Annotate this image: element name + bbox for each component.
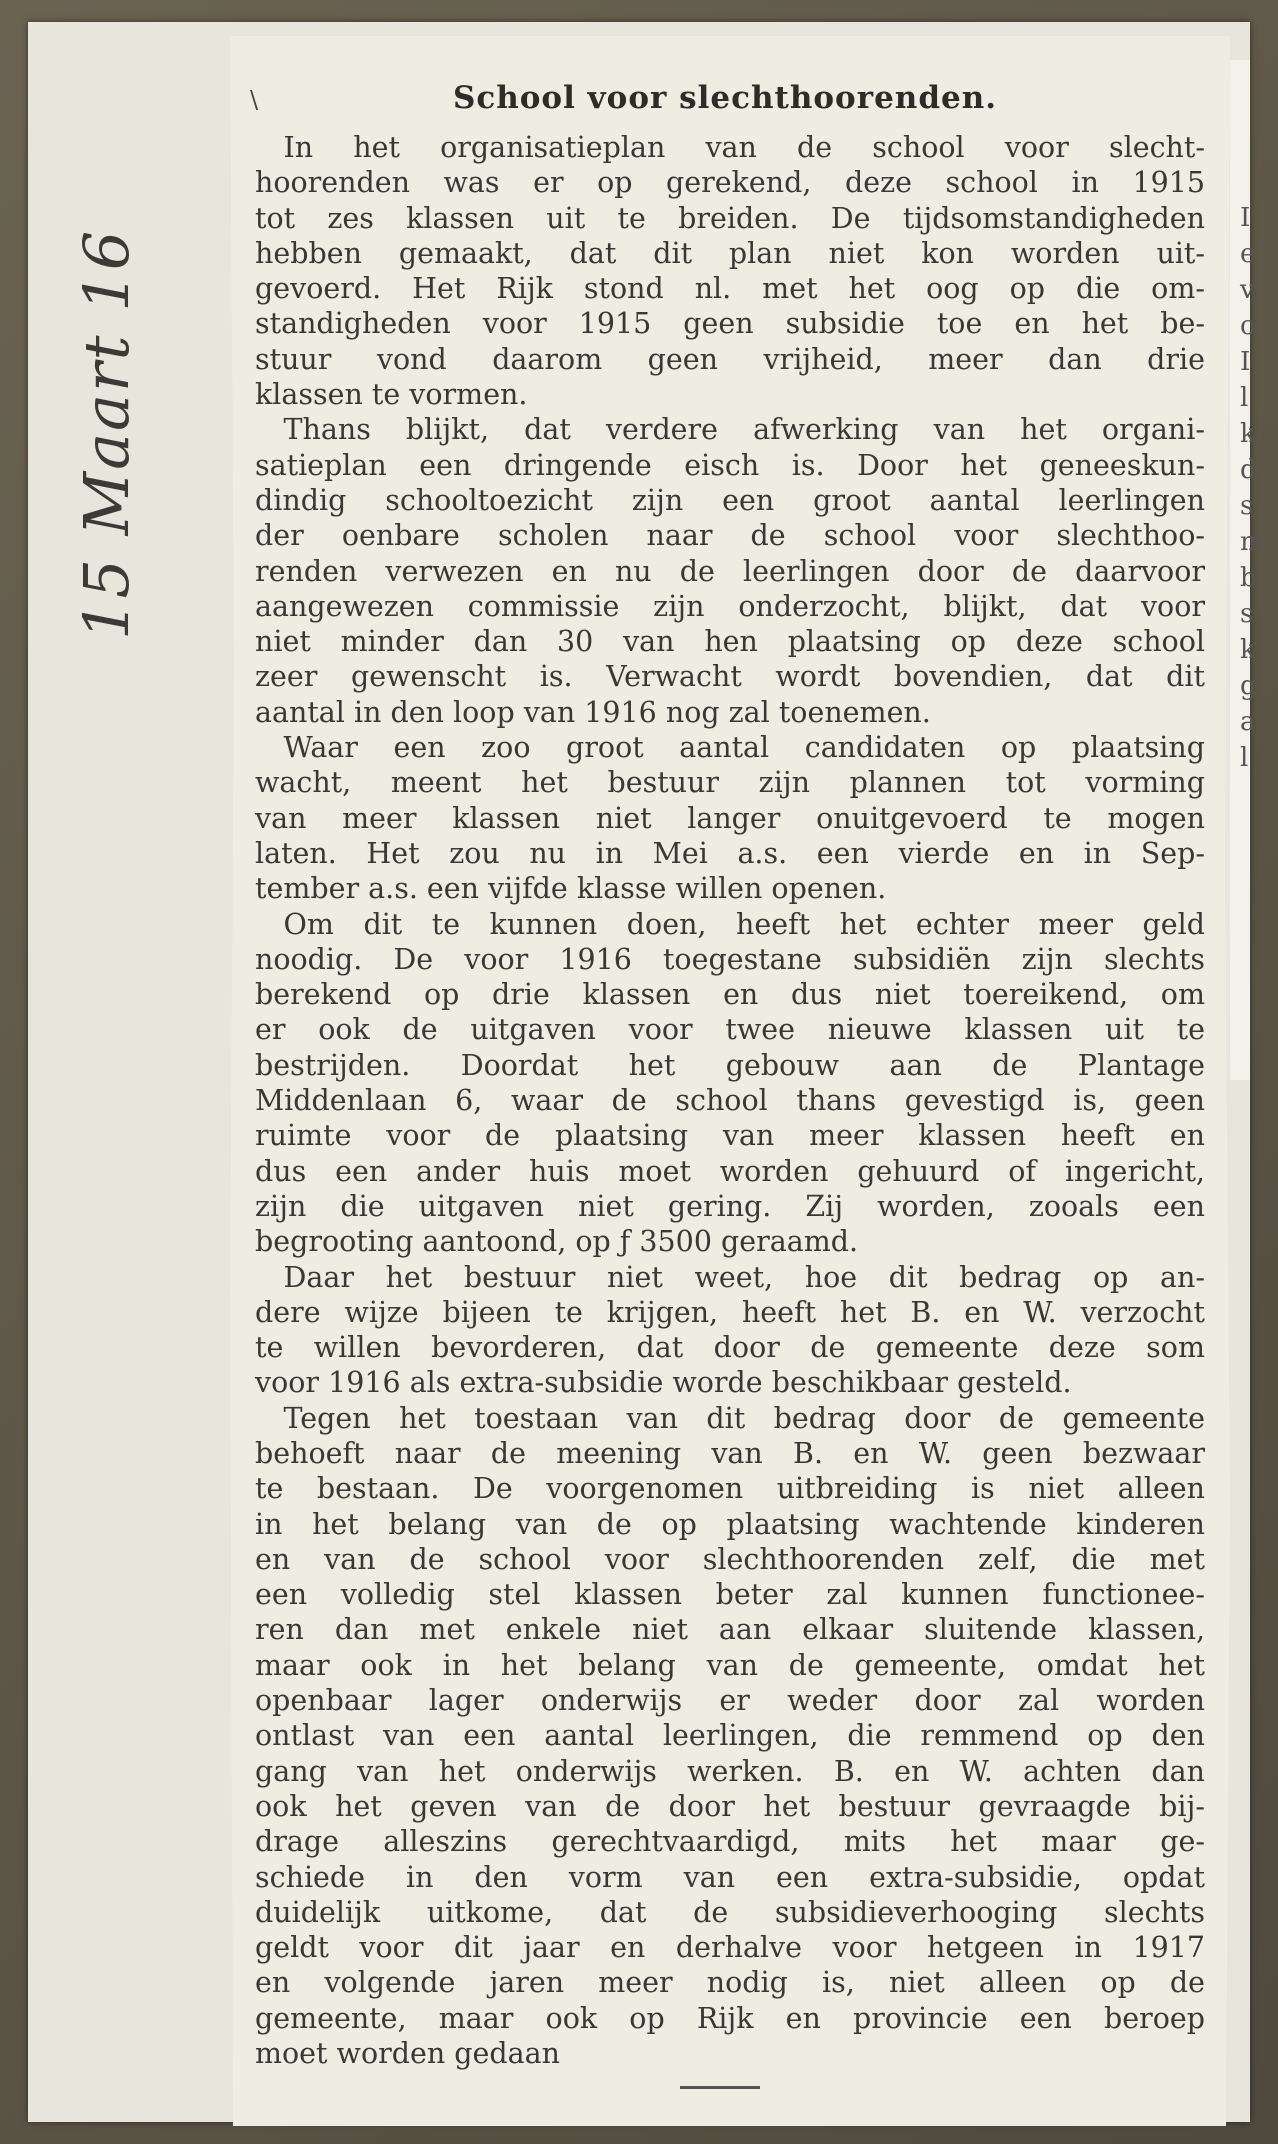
article-line: dus een ander huis moet worden gehuurd of ingericht, [255,1154,1205,1188]
article-line: geldt voor dit jaar en derhalve voor hetgeen in 1917 [255,1931,1205,1965]
end-rule [680,2086,760,2089]
article-line: in het belang van de op plaatsing wachtende kinderen [255,1507,1205,1541]
handwritten-date-note: 15 Maart 16 [70,228,143,640]
article-line: te willen bevorderen, dat door de gemeente deze som [255,1331,1205,1365]
article-paragraph [255,730,1205,906]
tick-mark: \ [250,86,259,114]
article-line: standigheden voor 1915 geen subsidie toe en het be- [255,307,1205,341]
column-fragment-letter: d [1240,455,1257,485]
article-line: en van de school voor slechthoorenden zelf, die met [255,1542,1205,1576]
article-line: aangewezen commissie zijn onderzocht, blijkt, dat voor [255,589,1205,623]
article-line: berekend op drie klassen en dus niet toereikend, om [255,978,1205,1012]
article-line: Om dit te kunnen doen, heeft het echter meer geld [255,907,1205,941]
article-line: aantal in den loop van 1916 nog zal toenemen. [255,695,931,729]
article-line: tot zes klassen uit te breiden. De tijdsomstandigheden [255,201,1205,235]
article-paragraph [255,130,1205,412]
article-line: ontlast van een aantal leerlingen, die remmend op den [255,1719,1205,1753]
article-line: maar ook in het belang van de gemeente, omdat het [255,1648,1205,1682]
article-body [255,130,1205,2071]
article-line: klassen te vormen. [255,378,528,412]
article-line: Thans blijkt, dat verdere afwerking van het organi- [255,413,1205,447]
article-line: voor 1916 als extra-subsidie worde beschikbaar gesteld. [255,1366,1072,1400]
column-fragment-letter: m [1240,527,1265,557]
column-fragment-letter: l [1240,383,1249,413]
article-line: moet worden gedaan [255,2037,560,2071]
article-line: gemeente, maar ook op Rijk en provincie een beroep [255,2001,1205,2035]
article-line: een volledig stel klassen beter zal kunnen functionee- [255,1578,1205,1612]
article-headline: School voor slechthoorenden. [452,80,998,116]
article-line: zeer gewenscht is. Verwacht wordt bovendien, dat dit [255,660,1205,694]
column-fragment-letter: k [1240,635,1256,665]
article-line: laten. Het zou nu in Mei a.s. een vierde en in Sep- [255,836,1205,870]
column-fragment-letter: a [1240,707,1256,737]
article-line: gang van het onderwijs werken. B. en W. achten dan [255,1754,1205,1788]
article-line: renden verwezen en nu de leerlingen door de daarvoor [255,554,1205,588]
article-line: schiede in den vorm van een extra-subsidie, opdat [255,1860,1205,1894]
column-fragment-letter: b [1240,563,1257,593]
article-line: dindig schooltoezicht zijn een groot aantal leerlingen [255,483,1205,517]
article-paragraph [255,412,1205,730]
article-paragraph [255,1260,1205,1401]
article-line: gevoerd. Het Rijk stond nl. met het oog op die om- [255,272,1205,306]
column-fragment-letter: I [1240,347,1251,377]
article-line: tember a.s. een vijfde klasse willen openen. [255,872,887,906]
column-fragment-letter: e [1240,239,1256,269]
column-fragment-letter: g [1240,671,1257,701]
column-fragment-letter: l [1240,743,1249,773]
article-line: van meer klassen niet langer onuitgevoerd te mogen [255,801,1205,835]
article-line: en volgende jaren meer nodig is, niet alleen op de [255,1966,1205,2000]
article-line: Middenlaan 6, waar de school thans gevestigd is, geen [255,1084,1205,1118]
article-line: behoeft naar de meening van B. en W. geen bezwaar [255,1436,1205,1470]
article-line: noodig. De voor 1916 toegestane subsidiën zijn slechts [255,942,1205,976]
article-line: bestrijden. Doordat het gebouw aan de Plantage [255,1048,1205,1082]
adjacent-column-fragments [1240,200,1276,776]
article-line: ruimte voor de plaatsing van meer klassen heeft en [255,1119,1205,1153]
article-line: der oenbare scholen naar de school voor slechthoo- [255,519,1205,553]
article-line: dere wijze bijeen te krijgen, heeft het B. en W. verzocht [255,1295,1205,1329]
article-line: duidelijk uitkome, dat de subsidieverhooging slechts [255,1895,1205,1929]
column-fragment-letter: o [1240,311,1256,341]
article-line: openbaar lager onderwijs er weder door zal worden [255,1684,1205,1718]
article-paragraph [255,1401,1205,2072]
article-line: stuur vond daarom geen vrijheid, meer dan drie [255,342,1205,376]
article-line: begrooting aantoond, op ƒ 3500 geraamd. [255,1225,859,1259]
article-line: ook het geven van de door het bestuur gevraagde bij- [255,1789,1205,1823]
article-line: Daar het bestuur niet weet, hoe dit bedrag op an- [255,1260,1205,1294]
article-line: drage alleszins gerechtvaardigd, mits het maar ge- [255,1825,1205,1859]
column-fragment-letter: I [1240,203,1251,233]
article-line: satieplan een dringende eisch is. Door het geneeskun- [255,448,1205,482]
article-line: zijn die uitgaven niet gering. Zij worden, zooals een [255,1189,1205,1223]
article-line: niet minder dan 30 van hen plaatsing op deze school [255,625,1205,659]
column-fragment-letter: k [1240,419,1256,449]
article-line: er ook de uitgaven voor twee nieuwe klassen uit te [255,1013,1205,1047]
article-line: Waar een zoo groot aantal candidaten op plaatsing [255,731,1205,765]
article-line: Tegen het toestaan van dit bedrag door de gemeente [255,1401,1205,1435]
column-fragment-letter: v [1240,275,1255,305]
article-line: wacht, meent het bestuur zijn plannen tot vorming [255,766,1205,800]
article-line: In het organisatieplan van de school voor slecht- [255,131,1205,164]
article-line: ren dan met enkele niet aan elkaar sluitende klassen, [255,1613,1205,1647]
article-line: hoorenden was er op gerekend, deze school in 1915 [255,166,1205,200]
column-fragment-letter: s [1240,491,1254,521]
article-line: hebben gemaakt, dat dit plan niet kon worden uit- [255,236,1205,270]
article-paragraph [255,907,1205,1260]
column-fragment-letter: s [1240,599,1254,629]
article-line: te bestaan. De voorgenomen uitbreiding is niet alleen [255,1472,1205,1506]
